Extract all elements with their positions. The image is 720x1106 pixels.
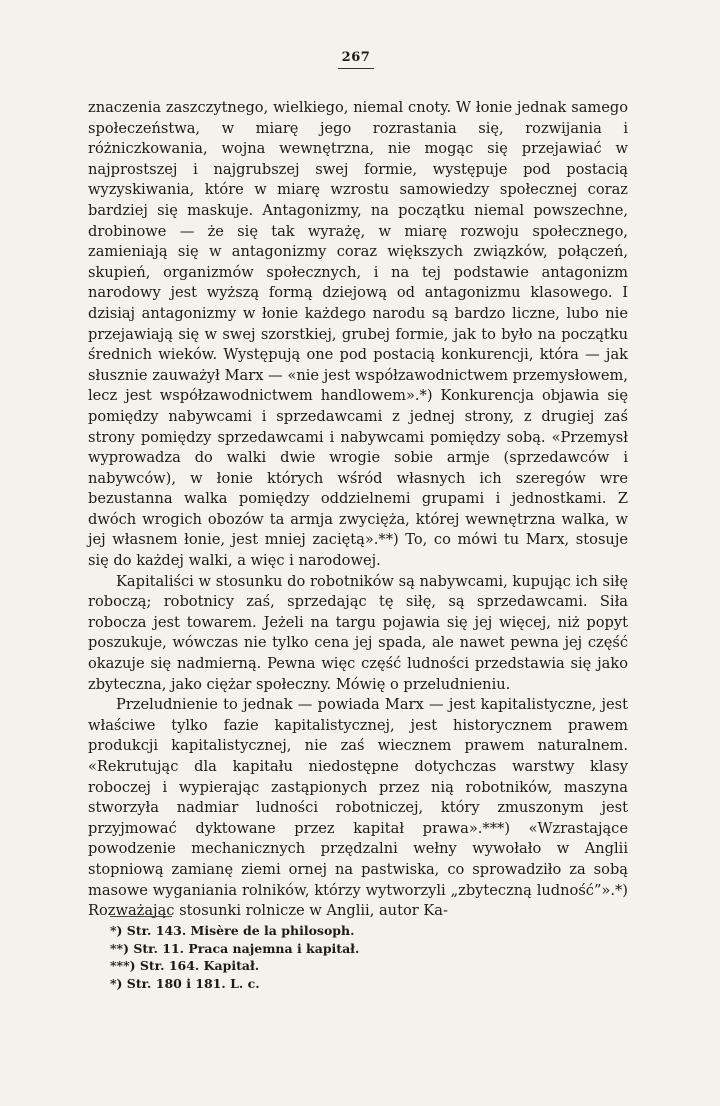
footnote: **) Str. 11. Praca najemna i kapitał. [110, 940, 360, 956]
footnotes [110, 922, 510, 992]
footnote: *) Str. 143. Misère de la philosoph. [110, 923, 355, 938]
paragraph: znaczenia zaszczytnego, wielkiego, niemal cnoty. W łonie jednak samego społeczeństwa, w miarę jego rozrastania się, rozwijania i różniczkowania, wojna wewnętrzna, nie mogąc się przejawiać w najprostszej i najgrubszej swej formie, występuje pod postacią wyzyskiwania, które w miarę wzrostu samowiedzy społecznej coraz bardziej się maskuje. Antagonizmy, na początku niemal powszechne, drobinowe — że się tak wyrażę, w miarę rozwoju społecznego, zamieniają się w antagonizmy coraz większych związków, połączeń, skupień, organizmów społecznych, i na tej podstawie antagonizm narodowy jest wyższą formą dziejową od antagonizmu klasowego. I dzisiaj antagonizmy w łonie każdego narodu są bardzo liczne, lubo nie przejawiają się w swej szorstkiej, grubej formie, jak to było na początku średnich wieków. Występują one pod postacią konkurencji, która — jak słusznie zauważył Marx — «nie jest współzawodnictwem przemysłowem, lecz jest współzawodnictwem handlowem».*) Konkurencja objawia się pomiędzy nabywcami i sprzedawcami z jednej strony, z drugiej zaś strony pomiędzy sprzedawcami i nabywcami pomiędzy sobą. «Przemysł wyprowadza do walki dwie wrogie sobie armje (sprzedawców i nabywców), w łonie których wśród własnych ich szeregów wre bezustanna walka pomiędzy oddzielnemi grupami i jednostkami. Z dwóch wrogich obozów ta armja zwycięża, której wewnętrzna walka, w jej własnem łonie, jest mniej zaciętą».**) To, co mówi tu Marx, stosuje się do każdej walki, a więc i narodowej. [88, 99, 628, 570]
page-number: 267 [338, 50, 374, 69]
body-text [88, 98, 628, 922]
footnote: ***) Str. 164. Kapitał. [110, 958, 260, 973]
footnote: *) Str. 180 i 181. L. c. [110, 975, 260, 991]
paragraph: Przeludnienie to jednak — powiada Marx — jest kapitalistyczne, jest właściwe tylko fazie kapitalistycznej, jest historycznem prawem produkcji kapitalistycznej, nie zaś wiecznem prawem naturalnem. «Rekrutując dla kapitału niedostępne dotychczas warstwy klasy roboczej i wypierając zastąpionych przez nią robotników, maszyna stworzyła nadmiar ludności robotniczej, który zmuszonym jest przyjmować dyktowane przez kapitał prawa».***) «Wzrastające powodzenie mechanicznych przędzalni wełny wywołało w Anglii stopniową zamianę ziemi ornej na pastwiska, co sprowadziło za sobą masowe wyganiania rolników, którzy wytworzyli „zbyteczną ludność”».*) Rozważając stosunki rolnicze w Anglii, autor Ka- [88, 696, 628, 920]
paragraph: Kapitaliści w stosunku do robotników są nabywcami, kupując ich siłę roboczą; robotnicy zaś, sprzedając tę siłę, są sprzedawcami. Siła robocza jest towarem. Jeżeli na targu pojawia się jej więcej, niż popyt poszukuje, wówczas nie tylko cena jej spada, ale nawet pewna jej część okazuje się nadmierną. Pewna więc część ludności przedstawia się jako zbyteczna, jako ciężar społeczny. Mówię o przeludnieniu. [88, 572, 628, 693]
footnote-divider [110, 916, 172, 917]
